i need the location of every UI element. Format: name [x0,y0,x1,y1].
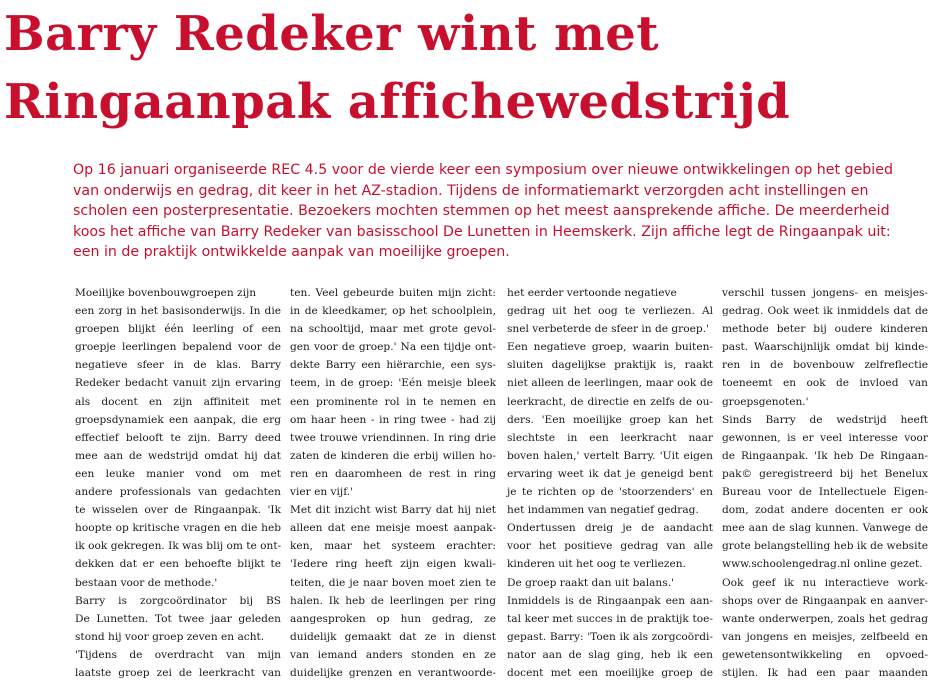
body-text-line: Ondertussen dreig je de aandacht [507,522,713,535]
body-text-line: zaten de kinderen die erbij willen ho- [290,449,496,462]
body-text-line: tal keer met succes in de praktijk toe- [507,612,713,625]
body-text-line: De groep raakt dan uit balans.' [507,576,674,589]
body-text-line: andere professionals van gedachten [75,486,281,499]
body-text-line: een prominente rol in te nemen en [290,395,496,408]
body-text-line: na schooltijd, maar met grote gevol- [290,323,496,336]
body-text-line: te wisselen over de Ringaanpak. 'Ik [75,504,281,517]
body-text-line: groepsgenoten.' [722,395,809,408]
body-text-line: ren in de bovenbouw zelfreflectie [722,359,928,372]
lead-line: Op 16 januari organiseerde REC 4.5 voor de vierde keer een symposium over nieuwe ontwikkelingen op het gebied [73,162,893,178]
body-text-line: stijlen. Ik had een paar maanden [722,666,928,679]
body-text-line: duidelijke grenzen en verantwoorde- [290,666,496,679]
body-text-line: ren en daaromheen de rest in ring [290,467,496,480]
body-text-line: gewetensontwikkeling en opvoed- [722,648,928,661]
body-text-line: een leuke manier vond om met [75,467,281,480]
body-text-line: shops over de Ringaanpak en aanver- [722,594,928,607]
body-text-line: om haar heen - in ring twee - had zij [290,413,496,426]
body-text-line: negatieve sfeer in de klas. Barry [75,359,281,372]
body-text-line: groepje leerlingen bepalend voor de [75,341,281,354]
body-text-line: 'Iedere ring heeft zijn eigen kwali- [290,558,496,571]
lead-line: koos het affiche van Barry Redeker van basisschool De Lunetten in Heemskerk. Zijn affiche legt de Ringaanpak uit: [73,223,891,240]
body-text-line: methode beter bij oudere kinderen [722,323,928,336]
body-text-line: gepast. Barry: 'Toen ik als zorgcoördi- [507,630,713,643]
body-text-line: leerkracht, de directie en zelfs de ou- [507,395,713,408]
body-text-line: verschil tussen jongens- en meisjes- [722,287,928,299]
body-text-line: past. Waarschijnlijk omdat bij kinde- [722,341,928,354]
body-text-line: Bureau voor de Intellectuele Eigen- [722,486,928,499]
lead-line: van onderwijs en gedrag, dit keer in het AZ-stadion. Tijdens de informatiemarkt verzorgden acht instellingen en [73,182,869,199]
body-text-line: je te richten op de 'stoorzenders' en [507,486,713,499]
body-text-line: voor het positieve gedrag van alle [507,540,713,553]
body-text-line: groepen blijkt één leerling of een [75,323,281,336]
body-text-line: ervaring weet ik dat je geneigd bent [507,467,713,480]
body-text-line: Ook geef ik nu interactieve work- [722,576,928,589]
body-text-line: nator aan de slag ging, heb ik een [507,648,713,661]
body-text-line: mee aan de slag kunnen. Vanwege de [722,522,928,535]
body-text-line: Een negatieve groep, waarin buiten- [507,341,713,354]
body-text-line: in de kleedkamer, op het schoolplein, [290,305,496,318]
body-text-line: docent met een moeilijke groep de [507,666,713,679]
headline-line: Barry Redeker wint met [4,6,660,62]
body-text-line: stond hij voor groep zeven en acht. [75,630,265,643]
lead-line: een in de praktijk ontwikkelde aanpak van moeilijke groepen. [73,244,510,261]
body-text-line: teem, in de groep: 'Eén meisje bleek [290,377,496,390]
body-text-line: Inmiddels is de Ringaanpak een aan- [507,594,713,607]
body-text-line: effectief belooft te zijn. Barry deed [75,431,281,444]
body-text-line: toeneemt en ook de invloed van [722,377,928,390]
body-text-line: pak© geregistreerd bij het Benelux [722,467,928,480]
body-text-line: alleen dat ene meisje moest aanpak- [290,522,496,535]
article-headline [4,0,924,136]
body-text-line: ders. 'Een moeilijke groep kan het [507,413,713,426]
body-text-line: Sinds Barry de wedstrijd heeft [722,413,928,426]
body-text-line: wante onderwerpen, zoals het gedrag [722,612,928,625]
body-text-line: Met dit inzicht wist Barry dat hij niet [290,504,496,517]
body-text-line: De Lunetten. Tot twee jaar geleden [75,612,281,625]
body-text-line: gedrag. Ook weet ik inmiddels dat de [722,305,928,318]
body-text-line: 'Tijdens de overdracht van mijn [75,648,281,661]
body-text-line: als docent en zijn affiniteit met [75,395,281,408]
body-text-line: gedrag uit het oog te verliezen. Al [507,305,713,318]
body-text-line: van jongens en meisjes, zelfbeeld en [722,630,928,643]
body-text-line: slechtste in een leerkracht naar [507,431,713,444]
body-text-line: vier en vijf.' [290,486,354,499]
body-text-line: grote belangstelling heb ik de website [722,540,928,553]
body-text-line: mee aan de wedstrijd omdat hij dat [75,449,281,462]
body-text-line: aangesproken op hun gedrag, ze [290,612,496,625]
body-column-3 [507,284,713,682]
headline-line: Ringaanpak affichewedstrijd [4,74,791,130]
body-text-line: bestaan voor de methode.' [75,576,218,589]
body-text-line: gen voor de groep.' Na een tijdje ont- [290,341,496,354]
body-text-line: dekken dat er een behoefte blijkt te [75,558,281,571]
body-text-line: www.schoolengedrag.nl online gezet. [722,558,923,571]
body-text-line: kinderen uit het oog te verliezen. [507,558,686,571]
body-text-line: niet alleen de leerlingen, maar ook de [507,377,713,390]
body-text-line: twee trouwe vriendinnen. In ring drie [290,431,496,444]
body-text-line: halen. Ik heb de leerlingen per ring [290,594,496,607]
body-column-4 [722,284,928,682]
body-text-line: boven halen,' vertelt Barry. 'Uit eigen [507,449,713,462]
body-text-line: gewonnen, is er veel interesse voor [722,431,928,444]
body-text-line: laatste groep zei de leerkracht van [75,666,281,679]
body-text-line: Moeilijke bovenbouwgroepen zijn [75,287,257,299]
body-text-line: duidelijk gemaakt dat ze in dienst [290,630,496,643]
body-text-line: het indammen van negatief gedrag. [507,504,699,517]
body-text-line: van iemand anders stonden en ze [290,648,496,661]
body-text-line: een zorg in het basisonderwijs. In die [75,305,281,318]
body-text-line: Barry is zorgcoördinator bij BS [75,594,281,607]
body-text-line: dom, zodat andere docenten er ook [722,504,928,517]
body-text-line: sluiten dagelijkse praktijk is, raakt [507,359,713,372]
body-text-line: ken, maar het systeem erachter: [290,540,496,553]
body-text-line: ik ook gekregen. Ik was blij om te ont- [75,540,282,553]
body-text-line: snel verbeterde de sfeer in de groep.' [507,323,709,336]
lead-line: scholen een posterpresentatie. Bezoekers mochten stemmen op het meest aansprekende affiche. De meerderheid [73,203,890,220]
body-column-2 [290,284,496,682]
body-text-line: hoopte op kritische vragen en die heb [75,522,281,535]
body-column-1 [75,284,281,682]
body-text-line: teiten, die je naar boven moet zien te [290,576,496,589]
body-text-line: Redeker bedacht vanuit zijn ervaring [75,377,281,390]
body-text-line: het eerder vertoonde negatieve [507,287,677,299]
body-text-line: ten. Veel gebeurde buiten mijn zicht: [290,287,496,299]
body-text-line: groepsdynamiek een aanpak, die erg [75,413,281,426]
body-text-line: dekte Barry een hiërarchie, een sys- [290,359,496,372]
body-text-line: de Ringaanpak. 'Ik heb De Ringaan- [722,449,928,462]
article-lead [73,160,918,263]
